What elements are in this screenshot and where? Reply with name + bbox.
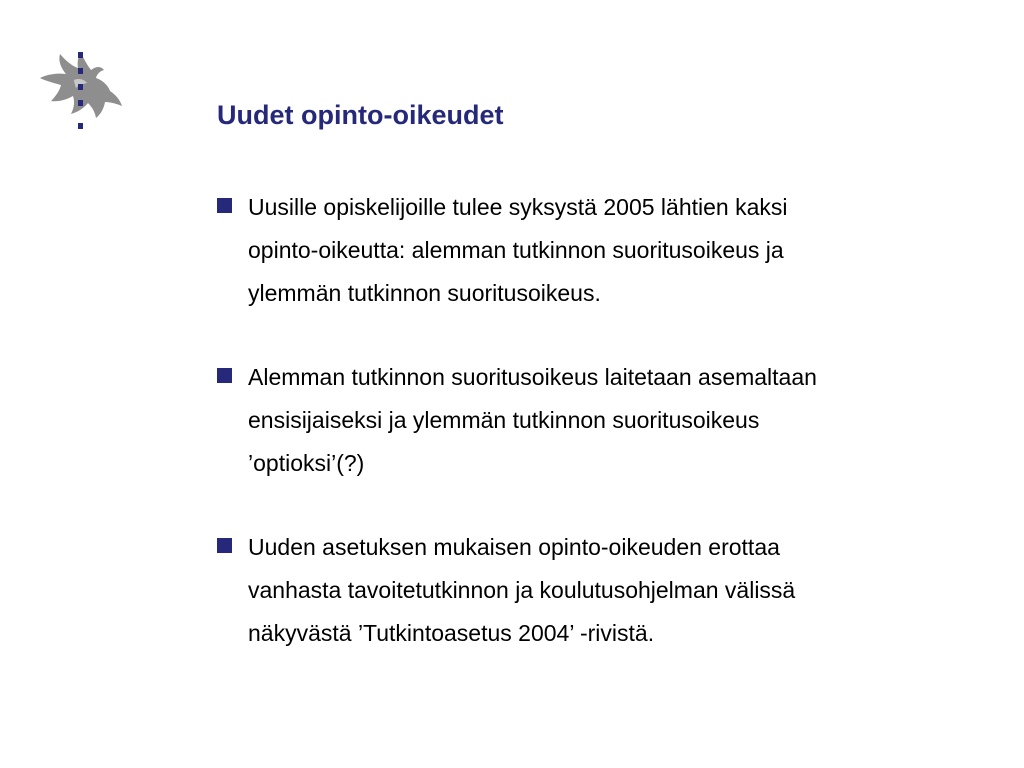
bullet-line: opinto-oikeutta: alemman tutkinnon suoritusoikeus ja [248,237,784,263]
bullet-line: ylemmän tutkinnon suoritusoikeus. [248,280,601,306]
bullet-line: näkyvästä ’Tutkintoasetus 2004’ -rivistä. [248,620,655,646]
bullet-line: Uuden asetuksen mukaisen opinto-oikeuden erottaa [248,534,780,560]
bullet-line: Uusille opiskelijoille tulee syksystä 2005 lähtien kaksi [248,194,788,220]
bullet-line: vanhasta tavoitetutkinnon ja koulutusohjelman välissä [248,577,796,603]
square-bullet-icon [217,538,232,553]
bullet-line: ensisijaiseksi ja ylemmän tutkinnon suoritusoikeus [248,407,760,433]
bullet-list [217,186,987,696]
bullet-item [217,356,987,485]
university-flame-logo-icon [34,44,130,140]
bullet-item [217,526,987,655]
bullet-item [217,186,987,315]
slide-title: Uudet opinto-oikeudet [217,100,504,130]
bullet-line: Alemman tutkinnon suoritusoikeus laitetaan asemaltaan [248,364,817,390]
square-bullet-icon [217,198,232,213]
bullet-line: ’optioksi’(?) [248,450,365,476]
square-bullet-icon [217,368,232,383]
